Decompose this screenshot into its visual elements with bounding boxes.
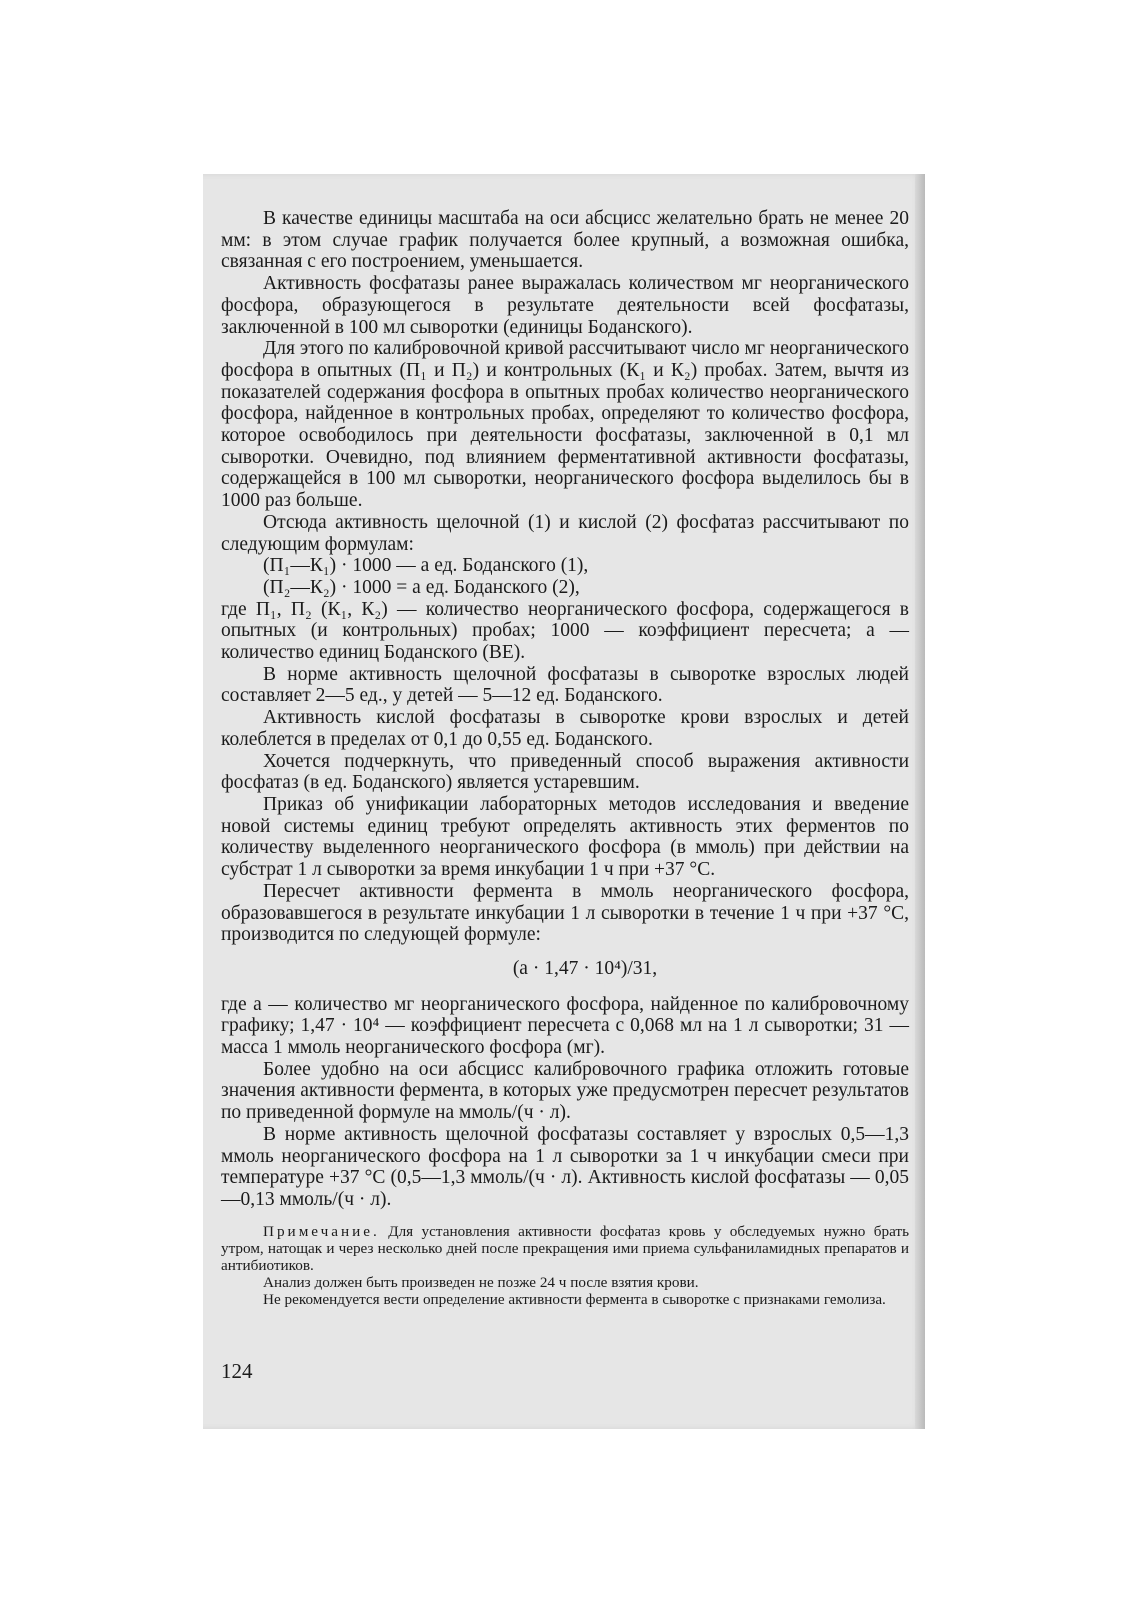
note-label: Примечание. <box>263 1222 380 1240</box>
note-hemolysis: Не рекомендуется вести определение активности фермента в сыворотке с признаками гемолиза. <box>263 1291 886 1309</box>
paragraph-graph-suggestion: Более удобно на оси абсцисс калибровочного графика отложить готовые значения активности фермента, в которых уже предусмотрен пересчет результатов по приведенной формуле на ммоль/(ч · л). <box>221 1058 909 1124</box>
main-text <box>221 208 909 1309</box>
formula-acid: (П₂—К₂) · 1000 = а ед. Боданского (2), <box>263 576 580 598</box>
paragraph-formula-intro: Отсюда активность щелочной (1) и кислой (2) фосфатаз рассчитывают по следующим формулам: <box>221 511 909 555</box>
paragraph-norm-mmol: В норме активность щелочной фосфатазы составляет у взрослых 0,5—1,3 ммоль неорганического фосфора на 1 л сыворотки за 1 ч инкубации смеси при температуре +37 °С (0,5—1,3 ммоль/(ч · л). Активность кислой фосфатазы — 0,05—0,13 ммоль/(ч · л). <box>221 1123 909 1210</box>
paragraph-recalculation: Пересчет активности фермента в ммоль неорганического фосфора, образовавшегося в результате инкубации 1 л сыворотки в течение 1 ч при +37 °С, производится по следующей формуле: <box>221 880 909 946</box>
formula-mmol: (а · 1,47 · 10⁴)/31, <box>512 957 658 979</box>
paragraph-activity-definition: Активность фосфатазы ранее выражалась количеством мг неорганического фосфора, образующегося в результате деятельности всей фосфатазы, заключенной в 100 мл сыворотки (единицы Боданского). <box>221 273 909 338</box>
note-analysis-time: Анализ должен быть произведен не позже 24 ч после взятия крови. <box>263 1274 699 1292</box>
page-number: 124 <box>221 1359 253 1383</box>
paragraph-norm-acid: Активность кислой фосфатазы в сыворотке крови взрослых и детей колеблется в пределах от 0,1 до 0,55 ед. Боданского. <box>221 707 909 750</box>
book-page <box>203 174 925 1429</box>
paragraph-scale-unit: В качестве единицы масштаба на оси абсцисс желательно брать не менее 20 мм: в этом случае график получается более крупный, а возможная ошибка, связанная с его построением, уменьшается. <box>221 208 909 273</box>
note-blood-sampling <box>221 1223 909 1275</box>
paragraph-outdated-method: Хочется подчеркнуть, что приведенный способ выражения активности фосфатаз (в ед. Боданского) является устаревшим. <box>221 750 909 794</box>
page-edge-shadow <box>915 174 925 1429</box>
paragraph-norm-alkaline: В норме активность щелочной фосфатазы в сыворотке взрослых людей составляет 2—5 ед., у детей — 5—12 ед. Боданского. <box>221 663 909 707</box>
paragraph-calculation: Для этого по калибровочной кривой рассчитывают число мг неорганического фосфора в опытных (П₁ и П₂) и контрольных (К₁ и К₂) пробах. Затем, вычтя из показателей содержания фосфора в опытных пробах количество неорганического фосфора, найденное в контрольных пробах, определяют то количество фосфора, которое освободилось при деятельности фосфатазы, заключенной в 0,1 мл сыворотки. Очевидно, под влиянием ферментативной активности фосфатазы, содержащейся в 100 мл сыворотки, неорганического фосфора выделилось бы в 1000 раз больше. <box>221 338 909 512</box>
note-text-1: Для установления активности фосфатаз кровь у обследуемых нужно брать утром, натощак и через несколько дней после прекращения ими приема сульфаниламидных препаратов и антибиотиков. <box>221 1222 909 1275</box>
notes-block <box>221 1223 909 1309</box>
formula-alkaline: (П₁—К₁) · 1000 — а ед. Боданского (1), <box>263 555 589 577</box>
paragraph-formula-legend: где П₁, П₂ (К₁, К₂) — количество неорганического фосфора, содержащегося в опытных (и контрольных) пробах; 1000 — коэффициент пересчета; а — количество единиц Боданского (BE). <box>221 598 909 664</box>
paragraph-unification-order: Приказ об унификации лабораторных методов исследования и введение новой системы единиц требуют определять активность этих ферментов по количеству выделенного неорганического фосфора (в ммоль) при действии на субстрат 1 л сыворотки за время инкубации 1 ч при +37 °С. <box>221 793 909 881</box>
paragraph-mmol-legend: где а — количество мг неорганического фосфора, найденное по калибровочному графику; 1,47 · 10⁴ — коэффициент пересчета с 0,068 мл на 1 л сыворотки; 31 — масса 1 ммоль неорганического фосфора (мг). <box>221 993 909 1059</box>
